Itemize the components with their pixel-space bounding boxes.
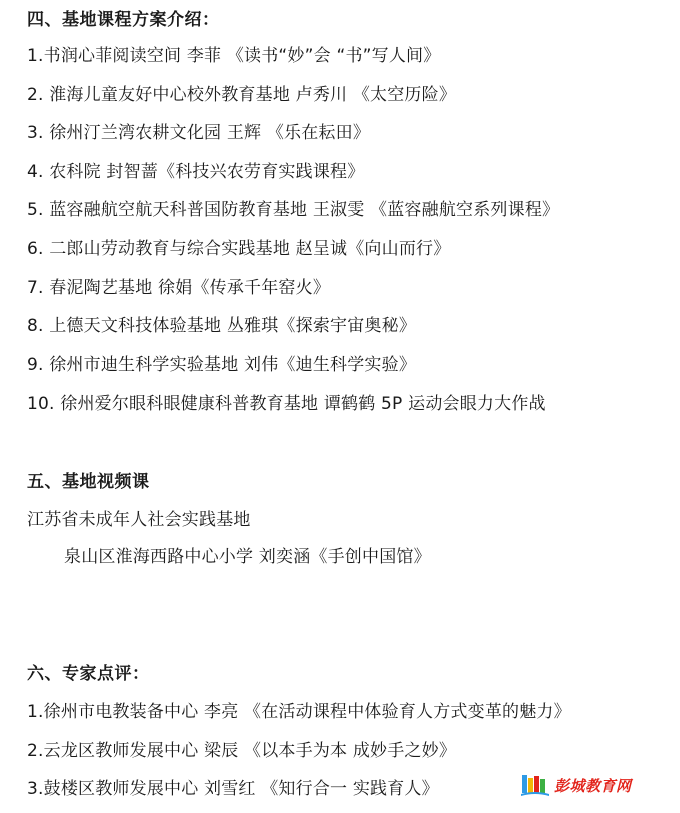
section-4-heading: 四、基地课程方案介绍： (27, 10, 220, 30)
section-5-heading: 五、基地视频课 (27, 472, 150, 492)
expert-review-item: 2.云龙区教师发展中心 梁辰 《以本手为本 成妙手之妙》 (27, 741, 457, 761)
course-item: 8. 上德天文科技体验基地 丛雅琪《探索宇宙奥秘》 (27, 316, 417, 336)
course-item: 3. 徐州汀兰湾农耕文化园 王辉 《乐在耘田》 (27, 123, 371, 143)
course-item: 5. 蓝容融航空航天科普国防教育基地 王淑雯 《蓝容融航空系列课程》 (27, 200, 560, 220)
course-item: 4. 农科院 封智蔷《科技兴农劳育实践课程》 (27, 162, 365, 182)
video-base: 江苏省未成年人社会实践基地 (27, 510, 251, 530)
video-course: 泉山区淮海西路中心小学 刘奕涵《手创中国馆》 (64, 547, 431, 567)
course-item: 10. 徐州爱尔眼科眼健康科普教育基地 谭鹤鹤 5P 运动会眼力大作战 (27, 394, 546, 414)
expert-review-item: 3.鼓楼区教师发展中心 刘雪红 《知行合一 实践育人》 (27, 779, 439, 799)
book-icon (520, 773, 550, 797)
course-item: 6. 二郎山劳动教育与综合实践基地 赵呈诚《向山而行》 (27, 239, 451, 259)
watermark-logo (520, 770, 632, 800)
watermark-text: 彭城教育网 (554, 776, 632, 795)
course-item: 2. 淮海儿童友好中心校外教育基地 卢秀川 《太空历险》 (27, 85, 457, 105)
expert-review-item: 1.徐州市电教装备中心 李亮 《在活动课程中体验育人方式变革的魅力》 (27, 702, 571, 722)
section-6-heading: 六、专家点评： (27, 664, 150, 684)
course-item: 1.书润心菲阅读空间 李菲 《读书“妙”会 “书”写人间》 (27, 46, 441, 66)
course-item: 7. 春泥陶艺基地 徐娟《传承千年窑火》 (27, 278, 331, 298)
course-item: 9. 徐州市迪生科学实验基地 刘伟《迪生科学实验》 (27, 355, 417, 375)
